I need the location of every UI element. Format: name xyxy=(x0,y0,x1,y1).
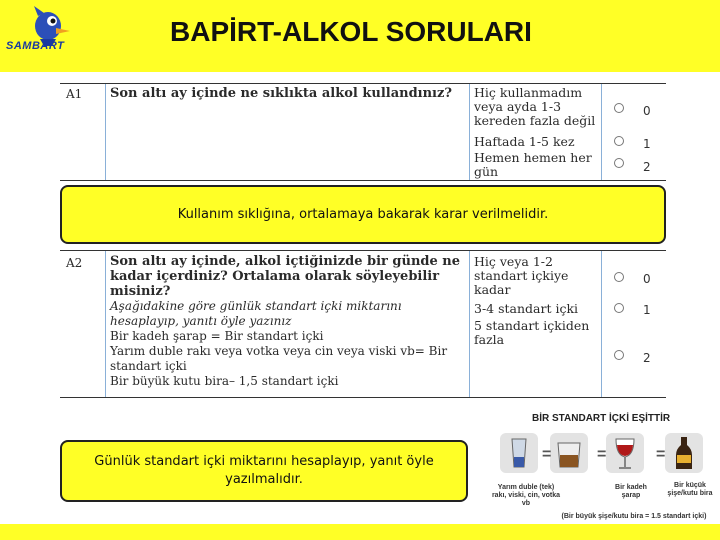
column-divider xyxy=(105,251,106,397)
question-block: Son altı ay içinde, alkol içtiğinizde bir günde ne kadar içerdiniz? Ortalama olarak söyleyebilir misiniz? Aşağıdakine göre günlük standart içki miktarını hesaplayıp, yanıtı öyle yazınız Bir kadeh şarap = Bir standart içki Yarım duble rakı veya votka veya cin veya viski vb= Bir standart içki Bir büyük kutu bira– 1,5 standart içki xyxy=(110,254,461,388)
column-divider xyxy=(601,251,602,397)
equals-sign: = xyxy=(656,446,666,463)
option-label: Hiç veya 1-2 standart içkiye kadar xyxy=(474,254,569,297)
radio-option-1[interactable] xyxy=(614,136,624,146)
option-label: Haftada 1-5 kez xyxy=(474,134,575,149)
sambart-logo xyxy=(4,4,86,66)
radio-option-2[interactable] xyxy=(614,158,624,168)
footer-bar xyxy=(0,524,720,540)
radio-option-0[interactable] xyxy=(614,103,624,113)
option-score: 2 xyxy=(643,160,651,174)
logo-text: SAMBART xyxy=(6,40,65,52)
table-rule xyxy=(60,180,666,181)
question-code: A1 xyxy=(66,87,83,101)
equals-sign: = xyxy=(542,446,552,463)
option-label: 5 standart içkiden fazla xyxy=(474,318,590,347)
drink-caption: Bir kadeh şarap xyxy=(615,484,647,499)
option-score: 2 xyxy=(643,351,651,365)
radio-option-2[interactable] xyxy=(614,350,624,360)
note-callout-2: Günlük standart içki miktarını hesaplayıp, yanıt öyle yazılmalıdır. xyxy=(60,440,468,502)
table-bottom-rule xyxy=(60,397,666,398)
radio-option-0[interactable] xyxy=(614,272,624,282)
column-divider xyxy=(105,84,106,180)
standard-drink-graphic xyxy=(500,433,720,485)
page-title: BAPİRT-ALKOL SORULARI xyxy=(170,16,532,47)
question-text: Son altı ay içinde ne sıklıkta alkol kullandınız? xyxy=(110,86,452,101)
option-score: 1 xyxy=(643,137,651,151)
question-code: A2 xyxy=(66,256,83,270)
column-divider xyxy=(469,84,470,180)
option-score: 0 xyxy=(643,104,651,118)
table-top-rule xyxy=(60,83,666,84)
standard-drink-title: BİR STANDART İÇKİ EŞİTTİR xyxy=(532,413,671,424)
table-rule xyxy=(60,250,666,251)
header-bar xyxy=(0,0,720,72)
column-divider xyxy=(601,84,602,180)
option-label: Hiç kullanmadım veya ayda 1-3 kereden fazla değil xyxy=(474,85,596,128)
drink-caption: Bir küçük şişe/kutu bira xyxy=(667,482,713,497)
drink-caption: Yarım duble (tek) rakı, viski, cin, votka vb xyxy=(491,484,561,507)
option-label: Hemen hemen her gün xyxy=(474,150,592,179)
drink-footnote: (Bir büyük şişe/kutu bira = 1.5 standart içki) xyxy=(561,513,707,520)
option-label: 3-4 standart içki xyxy=(474,301,579,316)
equals-sign: = xyxy=(597,446,607,463)
option-score: 0 xyxy=(643,272,651,286)
radio-option-1[interactable] xyxy=(614,303,624,313)
option-score: 1 xyxy=(643,303,651,317)
column-divider xyxy=(469,251,470,397)
note-callout-1: Kullanım sıklığına, ortalamaya bakarak karar verilmelidir. xyxy=(60,185,666,244)
